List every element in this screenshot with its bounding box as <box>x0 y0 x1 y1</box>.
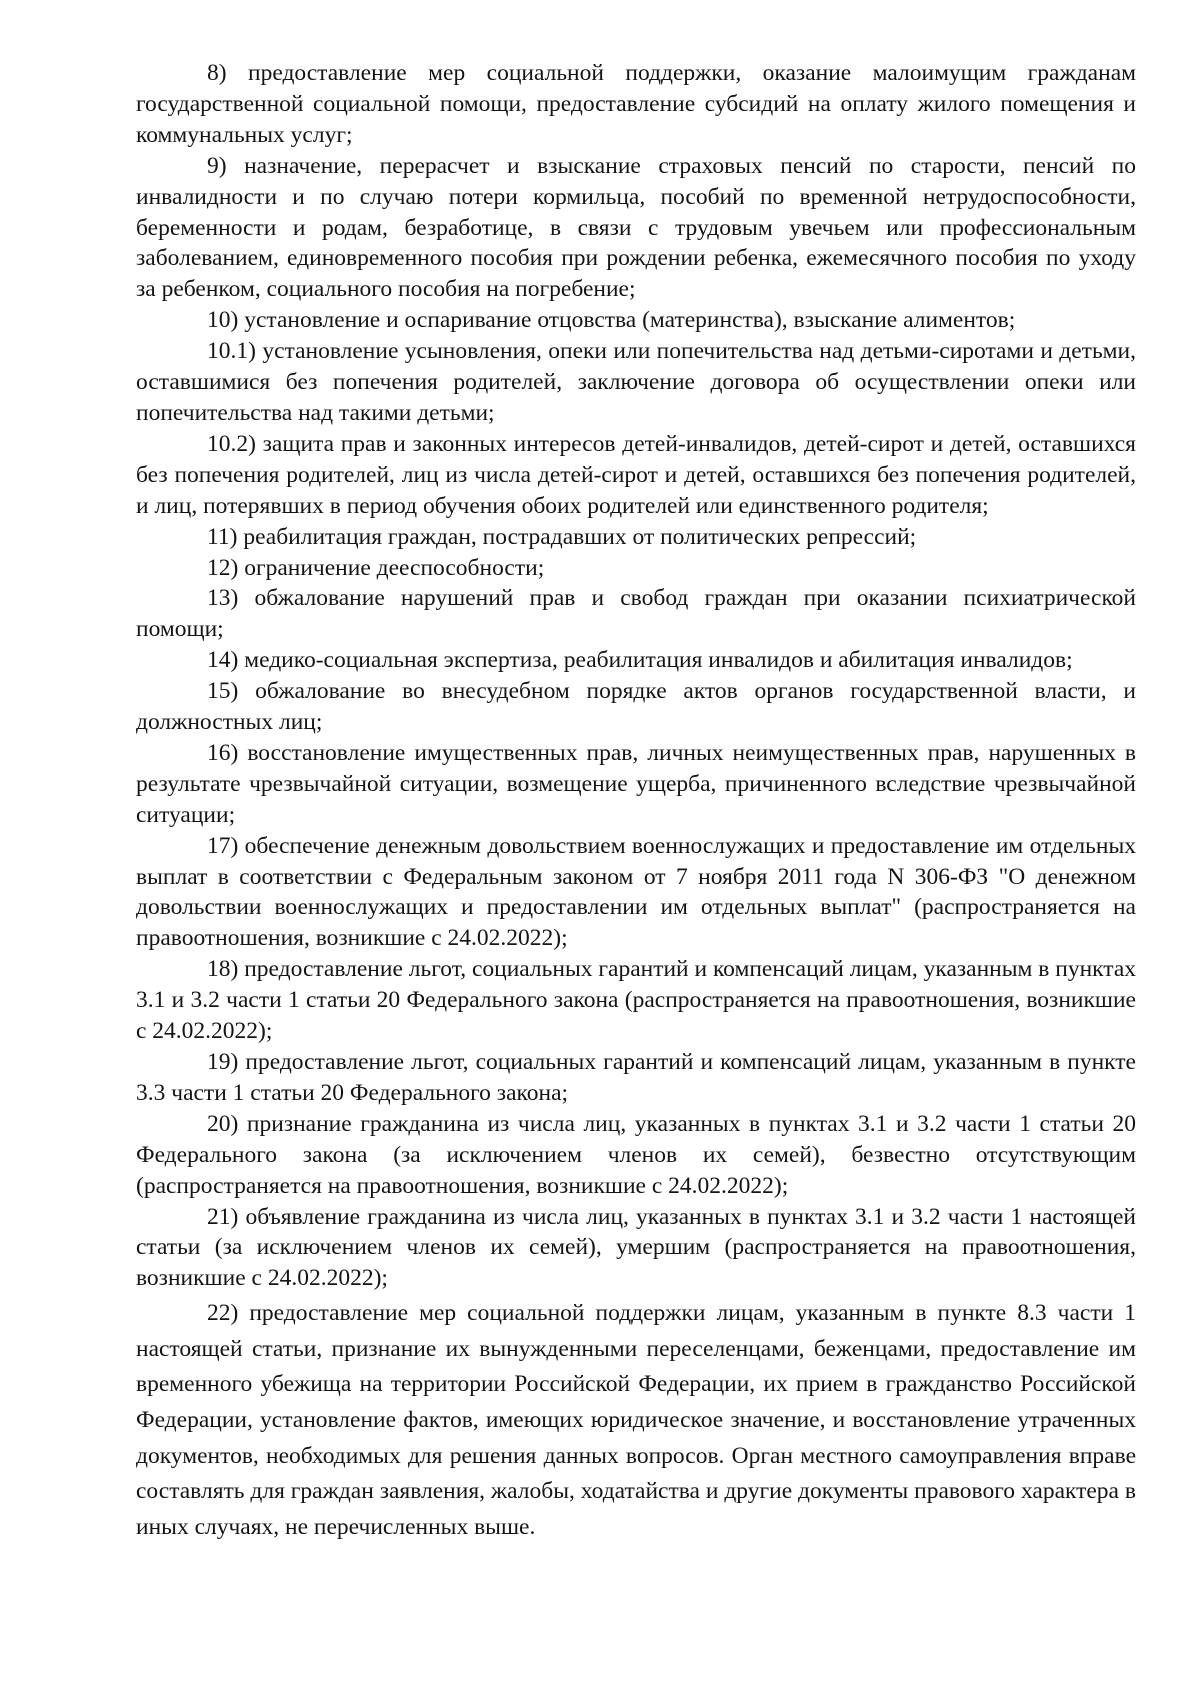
paragraph-item-9: 9) назначение, перерасчет и взыскание страховых пенсий по старости, пенсий по инвалидности и по случаю потери кормильца, пособий по временной нетрудоспособности, беременности и родам, безработице, в связи с трудовым увечьем или профессиональным заболеванием, единовременного пособия при рождении ребенка, ежемесячного пособия по уходу за ребенком, социального пособия на погребение; <box>136 152 1136 303</box>
paragraph-item-17: 17) обеспечение денежным довольствием военнослужащих и предоставление им отдельных выплат в соответствии с Федеральным законом от 7 ноября 2011 года N 306-ФЗ "О денежном довольствии военнослужащих и предоставлении им отдельных выплат" (распространяется на правоотношения, возникшие с 24.02.2022); <box>136 832 1136 952</box>
paragraph-item-12: 12) ограничение дееспособности; <box>207 554 545 581</box>
paragraph-item-10-1: 10.1) установление усыновления, опеки или попечительства над детьми-сиротами и детьми, оставшимися без попечения родителей, заключение договора об осуществлении опеки или попечительства над такими детьми; <box>136 338 1136 426</box>
paragraph-item-13: 13) обжалование нарушений прав и свобод граждан при оказании психиатрической помощи; <box>136 585 1136 643</box>
document-page <box>136 58 1136 1545</box>
paragraph-item-10-2: 10.2) защита прав и законных интересов детей-инвалидов, детей-сирот и детей, оставшихся без попечения родителей, лиц из числа детей-сирот и детей, оставшихся без попечения родителей, и лиц, потерявших в период обучения обоих родителей или единственного родителя; <box>136 430 1136 519</box>
paragraph-item-11: 11) реабилитация граждан, пострадавших от политических репрессий; <box>207 523 917 550</box>
paragraph-item-19: 19) предоставление льгот, социальных гарантий и компенсаций лицам, указанным в пункте 3.3 части 1 статьи 20 Федерального закона; <box>136 1049 1136 1106</box>
paragraph-item-14: 14) медико-социальная экспертиза, реабилитация инвалидов и абилитация инвалидов; <box>207 647 1073 674</box>
paragraph-item-10: 10) установление и оспаривание отцовства (материнства), взыскание алиментов; <box>207 307 1016 334</box>
paragraph-item-8: 8) предоставление мер социальной поддержки, оказание малоимущим гражданам государственной социальной помощи, предоставление субсидий на оплату жилого помещения и коммунальных услуг; <box>136 60 1136 148</box>
paragraph-item-18: 18) предоставление льгот, социальных гарантий и компенсаций лицам, указанным в пунктах 3.1 и 3.2 части 1 статьи 20 Федерального закона (распространяется на правоотношения, возникшие с 24.02.2022); <box>136 956 1136 1045</box>
paragraph-item-16: 16) восстановление имущественных прав, личных неимущественных прав, нарушенных в результате чрезвычайной ситуации, возмещение ущерба, причиненного вследствие чрезвычайной ситуации; <box>136 739 1136 828</box>
paragraph-item-15: 15) обжалование во внесудебном порядке актов органов государственной власти, и должностных лиц; <box>136 678 1136 736</box>
paragraph-item-20: 20) признание гражданина из числа лиц, указанных в пунктах 3.1 и 3.2 части 1 статьи 20 Федерального закона (за исключением членов их семей), безвестно отсутствующим (распространяется на правоотношения, возникшие с 24.02.2022); <box>136 1110 1136 1199</box>
paragraph-item-21: 21) объявление гражданина из числа лиц, указанных в пунктах 3.1 и 3.2 части 1 настоящей статьи (за исключением членов их семей), умершим (распространяется на правоотношения, возникшие с 24.02.2022); <box>136 1203 1136 1292</box>
paragraph-item-22: 22) предоставление мер социальной поддержки лицам, указанным в пункте 8.3 части 1 настоящей статьи, признание их вынужденными переселенцами, беженцами, предоставление им временного убежища на территории Российской Федерации, их прием в гражданство Российской Федерации, установление фактов, имеющих юридическое значение, и восстановление утраченных документов, необходимых для решения данных вопросов. Орган местного самоуправления вправе составлять для граждан заявления, жалобы, ходатайства и другие документы правового характера в иных случаях, не перечисленных выше. <box>136 1300 1136 1540</box>
